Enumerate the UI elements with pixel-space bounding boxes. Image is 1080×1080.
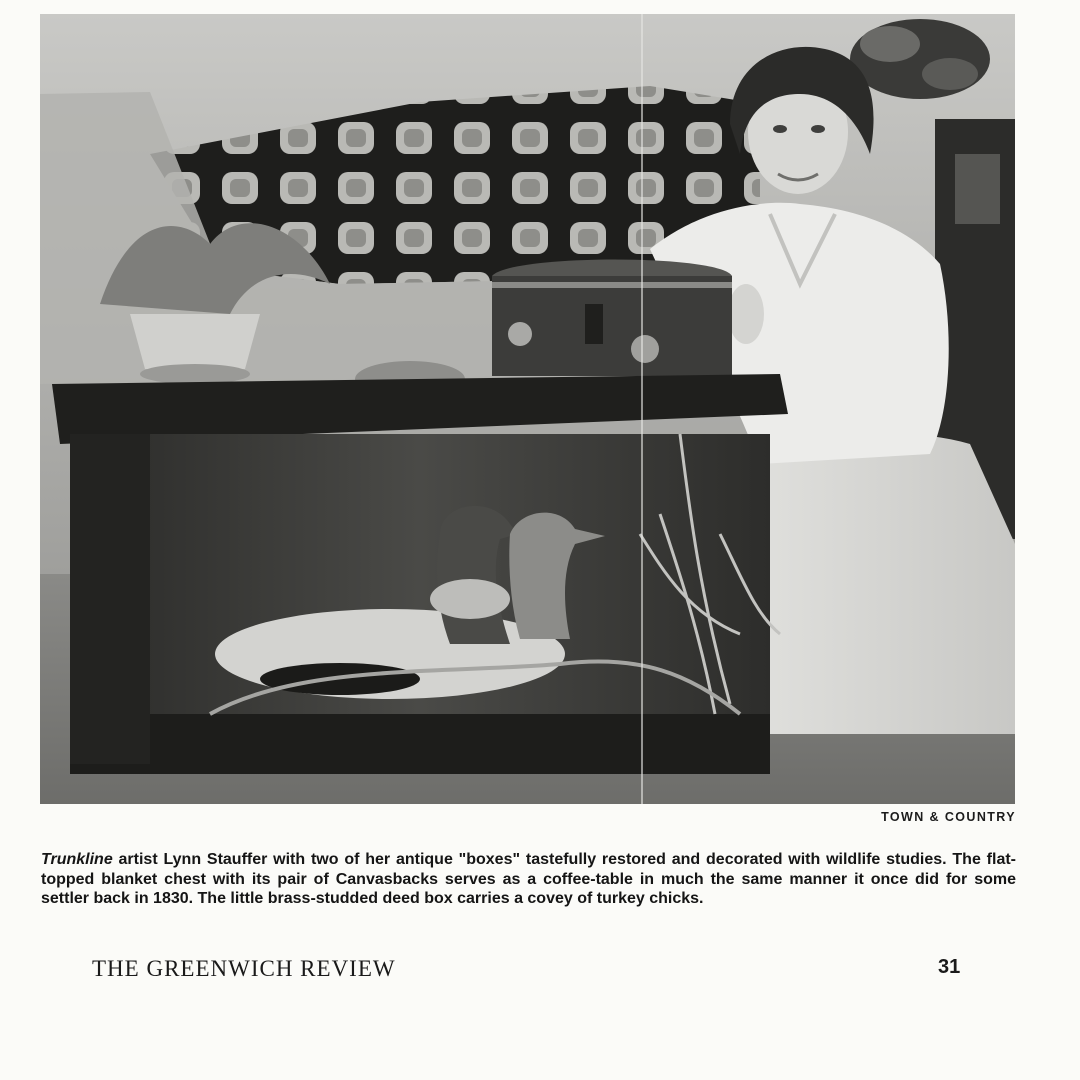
houseplant xyxy=(850,19,990,99)
deed-box xyxy=(492,260,732,377)
skirt xyxy=(730,432,1015,734)
hand xyxy=(728,284,764,344)
page-number: 31 xyxy=(938,956,961,978)
blanket-chest xyxy=(52,374,788,774)
caption-text: artist Lynn Stauffer with two of her antique "boxes" tastefully restored and decorated with wildlife studies. The flat-topped blanket chest with its pair of Canvasbacks serves as a coffee-table in much the same manner it once did for some settler back in 1830. The little brass-studded deed box carries a covey of turkey chicks. xyxy=(41,851,1016,907)
photo-credit: TOWN & COUNTRY xyxy=(881,810,1016,824)
photo-caption xyxy=(41,850,1016,909)
photograph xyxy=(40,14,1015,804)
publication-title: THE GREENWICH REVIEW xyxy=(92,956,396,981)
caption-lead-italic: Trunkline xyxy=(41,851,113,868)
